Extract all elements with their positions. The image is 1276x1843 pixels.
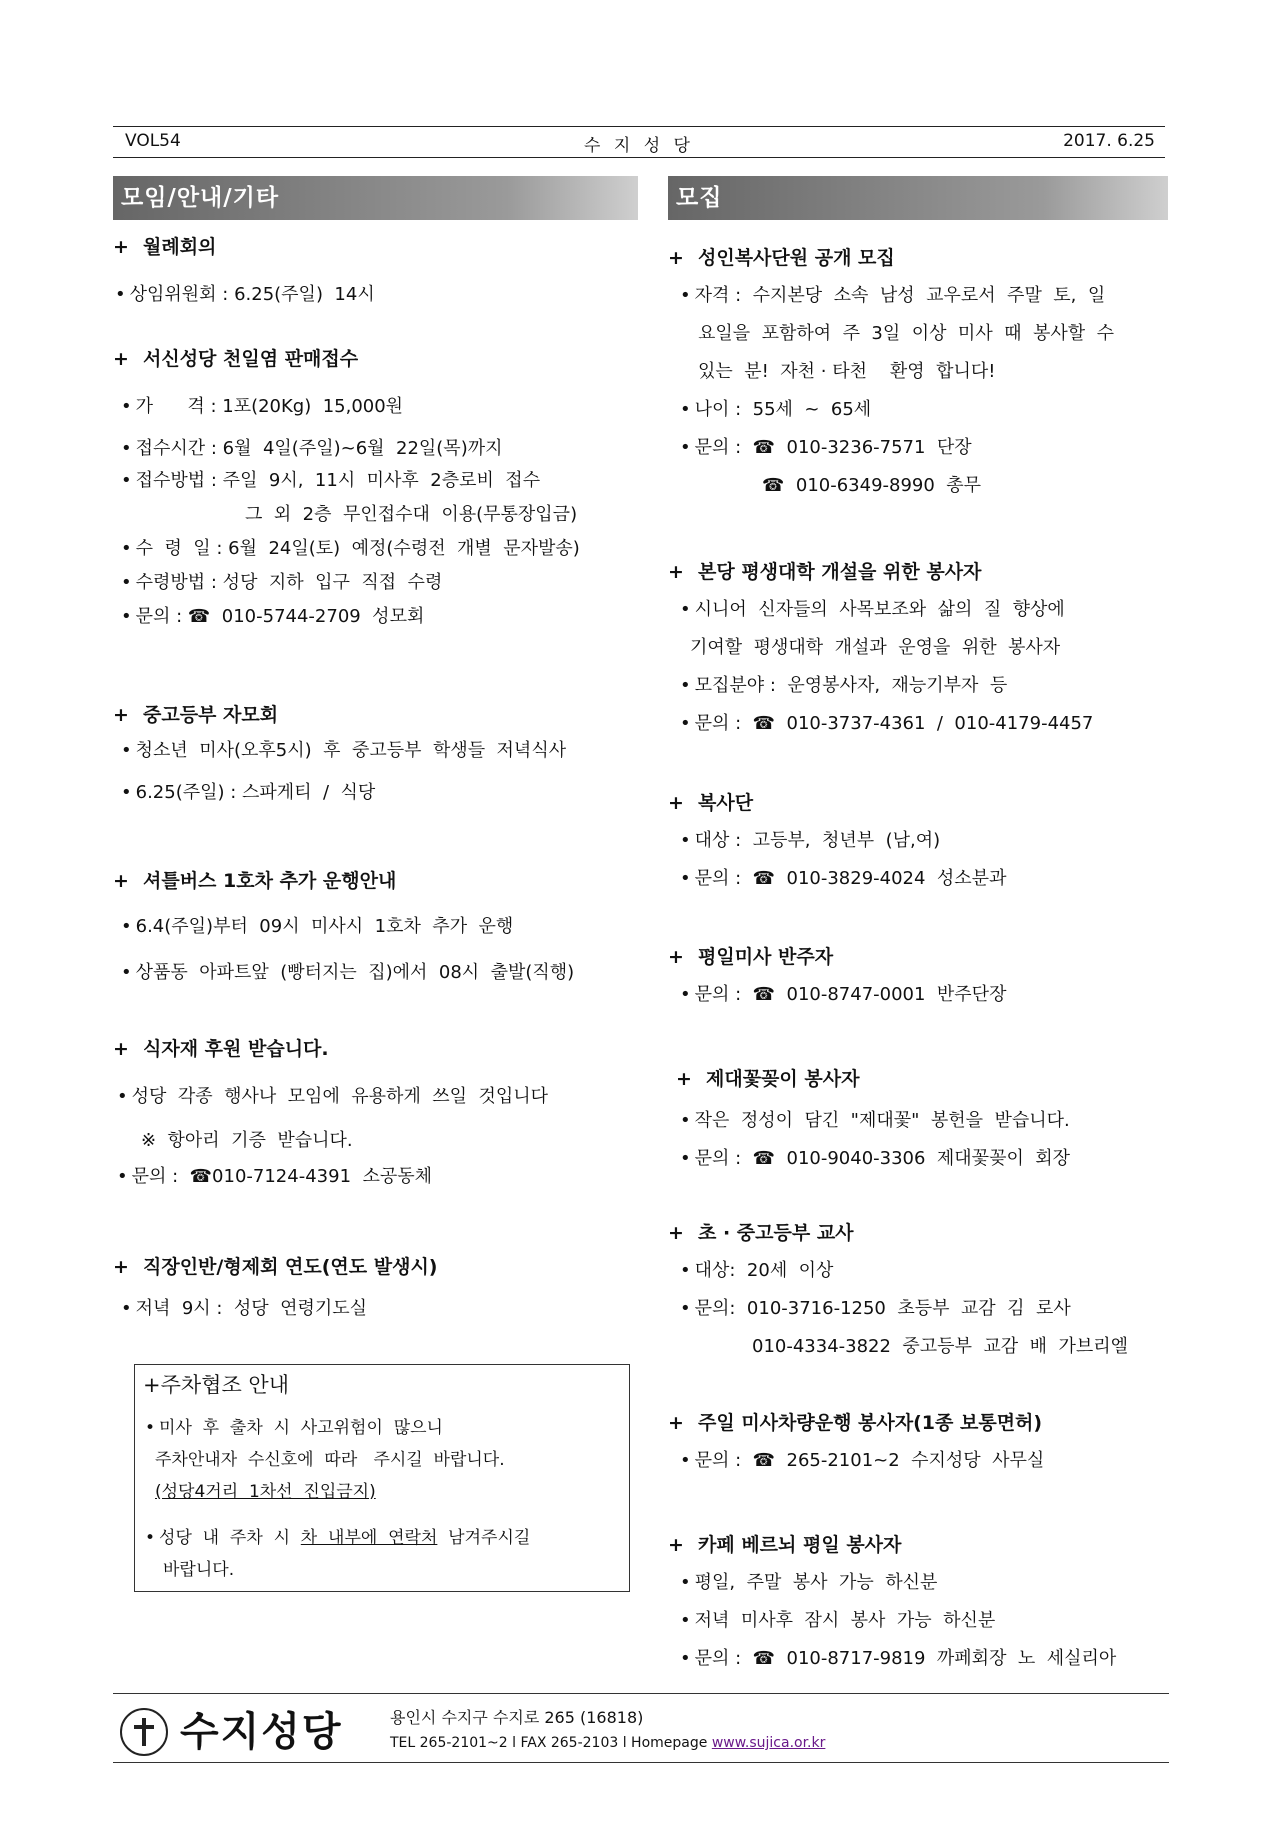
- info-line: • 가 격 : 1포(20Kg) 15,000원: [121, 392, 403, 418]
- info-line: • 문의 : ☎ 010-3829-4024 성소분과: [680, 864, 1006, 890]
- info-line: • 성당 각종 행사나 모임에 유용하게 쓰일 것입니다: [117, 1082, 548, 1108]
- info-line: ☎ 010-6349-8990 총무: [762, 475, 982, 496]
- info-line: • 미사 후 출차 시 사고위험이 많으니: [145, 1413, 443, 1438]
- section-teachers: [668, 1218, 1168, 1357]
- info-line: • 문의 : ☎ 010-9040-3306 제대꽃꽂이 회장: [680, 1144, 1070, 1170]
- cross-icon: +: [668, 561, 684, 583]
- cross-icon: +: [668, 1412, 684, 1434]
- section-title: 복사단: [698, 792, 754, 814]
- info-line: • 상임위원회 : 6.25(주일) 14시: [115, 280, 375, 306]
- section-title: 직장인반/형제회 연도(연도 발생시): [143, 1256, 438, 1278]
- section-title: 평일미사 반주자: [698, 946, 834, 968]
- section-parents-group: [113, 700, 638, 803]
- footer-top-rule: [113, 1693, 1169, 1694]
- section-title: 주일 미사차량운행 봉사자(1종 보통면허): [698, 1412, 1043, 1434]
- section-food-donation: [113, 1034, 638, 1187]
- cross-icon: +: [113, 870, 129, 892]
- cross-icon: +: [668, 792, 684, 814]
- cross-icon: +: [668, 1534, 684, 1556]
- section-altar-flowers: [668, 1064, 1168, 1169]
- info-line: • 저녁 9시 : 성당 연령기도실: [121, 1294, 367, 1320]
- section-title: 초 · 중고등부 교사: [698, 1222, 854, 1244]
- info-line: • 청소년 미사(오후5시) 후 중고등부 학생들 저녁식사: [121, 736, 566, 762]
- cross-icon: +: [668, 247, 684, 269]
- cross-icon: +: [113, 1038, 129, 1060]
- info-line: • 6.25(주일) : 스파게티 / 식당: [121, 778, 375, 804]
- info-line: • 나이 : 55세 ~ 65세: [680, 395, 871, 421]
- info-line: 요일을 포함하여 주 3일 이상 미사 때 봉사할 수: [698, 323, 1114, 344]
- footer-bottom-rule: [113, 1762, 1169, 1763]
- info-line: • 작은 정성이 담긴 "제대꽃" 봉헌을 받습니다.: [680, 1106, 1070, 1132]
- section-title: 성인복사단원 공개 모집: [698, 247, 895, 269]
- info-line: • 문의: 010-3716-1250 초등부 교감 김 로사: [680, 1294, 1071, 1320]
- info-line: 주차안내자 수신호에 따라 주시길 바랍니다.: [155, 1450, 505, 1470]
- info-line: (성당4거리 1차선 진입금지): [155, 1482, 376, 1502]
- church-title: 수 지 성 당: [584, 136, 694, 156]
- cross-icon: +: [113, 348, 129, 370]
- right-banner: 모집: [668, 176, 1168, 220]
- section-shuttle-bus: [113, 866, 638, 983]
- section-title: 식자재 후원 받습니다.: [143, 1038, 329, 1060]
- right-column: [668, 176, 1168, 1669]
- info-line: • 문의 : ☎ 265-2101~2 수지성당 사무실: [680, 1446, 1044, 1472]
- section-title: 월례회의: [143, 236, 217, 258]
- info-line: • 문의 : ☎ 010-5744-2709 성모회: [121, 602, 424, 628]
- church-logo-icon: [120, 1708, 168, 1756]
- section-monthly-meeting: [113, 232, 638, 305]
- cross-icon: +: [113, 1256, 129, 1278]
- info-line: • 평일, 주말 봉사 가능 하신분: [680, 1568, 937, 1594]
- info-line: 있는 분! 자천 · 타천 환영 합니다!: [698, 361, 996, 382]
- info-line: • 상품동 아파트앞 (빵터지는 집)에서 08시 출발(직행): [121, 958, 574, 984]
- cross-icon: +: [113, 236, 129, 258]
- info-line: • 대상: 20세 이상: [680, 1256, 833, 1282]
- section-title: 본당 평생대학 개설을 위한 봉사자: [698, 561, 982, 583]
- info-line: • 수 령 일 : 6월 24일(토) 예정(수령전 개별 문자발송): [121, 534, 580, 560]
- left-banner: 모임/안내/기타: [113, 176, 638, 220]
- info-line: • 접수시간 : 6월 4일(주일)~6월 22일(목)까지: [121, 434, 503, 460]
- info-line: ※ 항아리 기증 받습니다.: [141, 1130, 353, 1151]
- parking-notice-box: [134, 1364, 630, 1592]
- section-title: 서신성당 천일염 판매접수: [143, 348, 359, 370]
- section-title: 카페 베르뇌 평일 봉사자: [698, 1534, 902, 1556]
- info-line: • 접수방법 : 주일 9시, 11시 미사후 2층로비 접수: [121, 466, 540, 492]
- section-lifelong-college: [668, 557, 1168, 734]
- homepage-link[interactable]: www.sujica.or.kr: [711, 1735, 826, 1751]
- info-line: 그 외 2층 무인접수대 이용(무통장입금): [245, 504, 578, 525]
- info-line: • 문의 : ☎ 010-3236-7571 단장: [680, 433, 972, 459]
- info-line: • 문의 : ☎ 010-8747-0001 반주단장: [680, 980, 1006, 1006]
- info-line: • 대상 : 고등부, 청년부 (남,여): [680, 826, 940, 852]
- section-cafe-volunteers: [668, 1530, 1168, 1669]
- info-line: • 저녁 미사후 잠시 봉사 가능 하신분: [680, 1606, 995, 1632]
- section-title: 셔틀버스 1호차 추가 운행안내: [143, 870, 397, 892]
- info-line: • 모집분야 : 운영봉사자, 재능기부자 등: [680, 671, 1007, 697]
- page-header: [113, 126, 1165, 158]
- footer-church-name: 수지성당: [180, 1709, 343, 1755]
- cross-icon: +: [113, 704, 129, 726]
- info-line: • 성당 내 주차 시 차 내부에 연락처 남겨주시길: [145, 1523, 530, 1548]
- parking-notice-title: +주차협조 안내: [143, 1373, 289, 1397]
- info-line: 바랍니다.: [163, 1560, 235, 1580]
- info-line: • 문의 : ☎010-7124-4391 소공동체: [117, 1162, 432, 1188]
- left-column: [113, 176, 638, 1580]
- cross-icon: +: [668, 1222, 684, 1244]
- issue-date: 2017. 6.25: [1063, 131, 1155, 151]
- info-line: • 수령방법 : 성당 지하 입구 직접 수령: [121, 568, 442, 594]
- info-line: • 문의 : ☎ 010-3737-4361 / 010-4179-4457: [680, 709, 1093, 735]
- cross-icon: +: [676, 1068, 692, 1090]
- info-line: • 자격 : 수지본당 소속 남성 교우로서 주말 토, 일: [680, 281, 1105, 307]
- section-organist: [668, 942, 1168, 1005]
- info-line: • 문의 : ☎ 010-8717-9819 까페회장 노 세실리아: [680, 1644, 1116, 1670]
- section-salt-sale: [113, 344, 638, 627]
- section-vehicle-drivers: [668, 1408, 1168, 1471]
- info-line: 기여할 평생대학 개설과 운영을 위한 봉사자: [690, 637, 1061, 658]
- section-servers: [668, 788, 1168, 889]
- cross-icon: +: [668, 946, 684, 968]
- info-line: • 6.4(주일)부터 09시 미사시 1호차 추가 운행: [121, 912, 513, 938]
- section-title: 중고등부 자모회: [143, 704, 279, 726]
- footer-address: 용인시 수지구 수지로 265 (16818): [390, 1708, 644, 1727]
- section-funeral-prayer: [113, 1252, 638, 1319]
- info-line: • 시니어 신자들의 사목보조와 삶의 질 향상에: [680, 595, 1065, 621]
- info-line: 010-4334-3822 중고등부 교감 배 가브리엘: [752, 1336, 1129, 1357]
- section-title: 제대꽃꽂이 봉사자: [706, 1068, 860, 1090]
- footer-contact: TEL 265-2101~2 l FAX 265-2103 l Homepage www.sujica.or.kr: [390, 1735, 826, 1751]
- volume-number: VOL54: [125, 131, 181, 151]
- section-altar-servers: [668, 243, 1168, 496]
